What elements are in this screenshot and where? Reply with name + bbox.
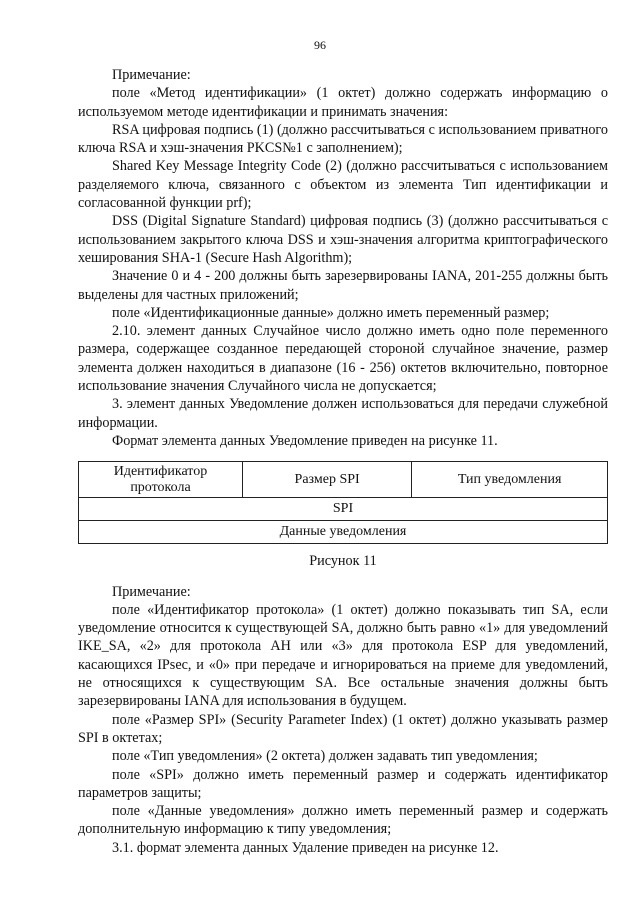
paragraph: 3.1. формат элемента данных Удаление приведен на рисунке 12.	[112, 839, 499, 856]
note-heading: Примечание:	[112, 67, 191, 83]
paragraph: поле «SPI» должно иметь переменный размер и содержать идентификатор параметров защиты;	[78, 766, 608, 801]
cell-protocol-id: Идентификатор протокола	[79, 462, 243, 498]
paragraph: поле «Идентификатор протокола» (1 октет) должно показывать тип SA, если уведомление относится к существующей SA, должно быть равно «1» для уведомлений IKE_SA, «2» для протокола AH или «3» для протокола ESP для уведомлений, касающихся IPsec, и «0» при передаче и игнорироваться на приеме для уведомлений, не относящихся к существующим SA. Все остальные значения должны быть зарезервированы IANA для использования в будущем.	[78, 601, 608, 710]
figure-caption: Рисунок 11	[309, 553, 377, 570]
note-heading: Примечание:	[112, 583, 191, 600]
cell-spi: SPI	[79, 498, 608, 521]
cell-spi-size: Размер SPI	[242, 462, 411, 498]
paragraph: поле «Идентификационные данные» должно иметь переменный размер;	[112, 304, 550, 321]
paragraph: DSS (Digital Signature Standard) цифровая подпись (3) (должно рассчитываться с использованием закрытого ключа DSS и хэш-значения алгоритма криптографического хеширования SHA-1 (Secure Hash Algorithm);	[78, 213, 608, 266]
paragraph: 2.10. элемент данных Случайное число должно иметь одно поле переменного размера, содержащее созданное передающей стороной случайное значение, размер элемента должен находиться в диапазоне (16 - 256) октетов включительно, повторное использование значения Случайного числа не допускается;	[78, 323, 608, 395]
paragraph: поле «Данные уведомления» должно иметь переменный размер и содержать дополнительную информацию к типу уведомления;	[78, 803, 608, 838]
paragraph: поле «Метод идентификации» (1 октет) должно содержать информацию о используемом методе идентификации и принимать значения:	[78, 85, 608, 120]
paragraph: Shared Key Message Integrity Code (2) (должно рассчитываться с использованием разделяемого ключа, связанного с объектом из элемента Тип идентификации и согласованной функции prf);	[78, 158, 608, 212]
document-body	[78, 60, 608, 857]
paragraph: Значение 0 и 4 - 200 должны быть зарезервированы IANA, 201-255 должны быть выделены для частных приложений;	[78, 268, 608, 303]
paragraph: поле «Размер SPI» (Security Parameter Index) (1 октет) должно указывать размер SPI в октетах;	[78, 711, 608, 746]
paragraph: Формат элемента данных Уведомление приведен на рисунке 11.	[112, 432, 498, 449]
paragraph: RSA цифровая подпись (1) (должно рассчитываться с использованием приватного ключа RSA и хэш-значения PKCS№1 с заполнением);	[78, 121, 608, 157]
paragraph: 3. элемент данных Уведомление должен использоваться для передачи служебной информации.	[78, 396, 608, 431]
page-number: 96	[314, 38, 326, 52]
paragraph: поле «Тип уведомления» (2 октета) должен задавать тип уведомления;	[112, 748, 538, 765]
notification-format-table	[78, 461, 608, 544]
cell-notify-type: Тип уведомления	[412, 462, 608, 498]
cell-notify-data: Данные уведомления	[79, 521, 608, 544]
